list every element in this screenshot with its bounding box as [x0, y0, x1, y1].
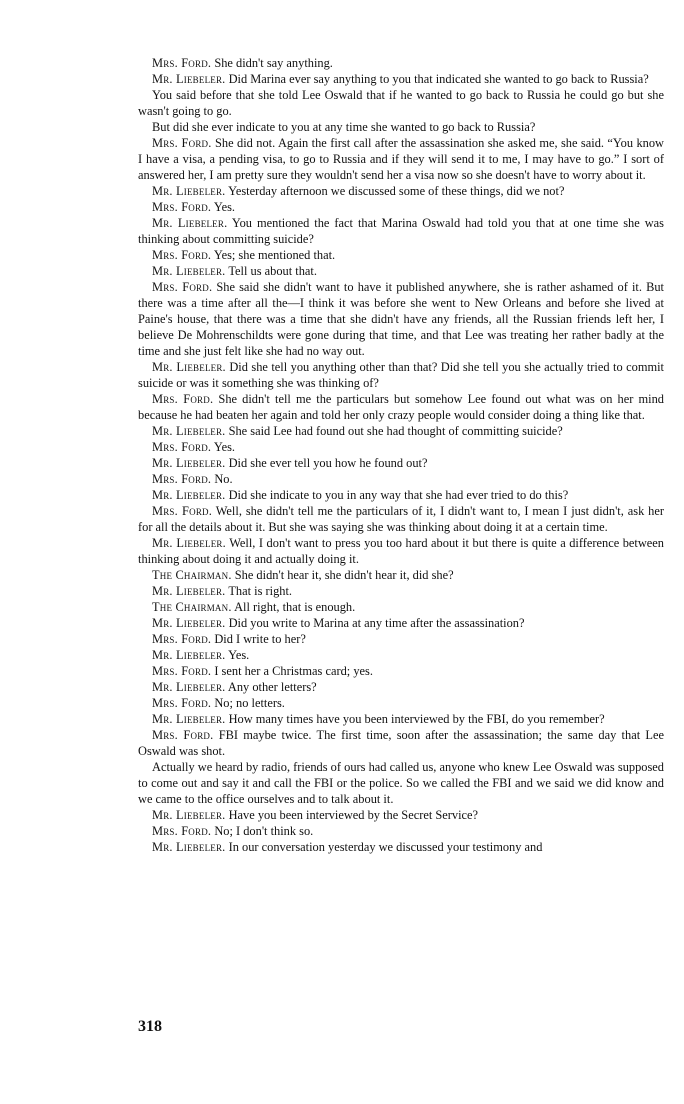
transcript-paragraph [138, 119, 664, 135]
transcript-paragraph [138, 487, 664, 503]
speaker-name: The Chairman. [152, 600, 232, 614]
transcript-paragraph [138, 695, 664, 711]
paragraph-text: Well, I don't want to press you too hard about it but there is quite a difference between thinking about doing it and actually doing it. [138, 536, 665, 566]
transcript-paragraph [138, 567, 664, 583]
speaker-name: Mrs. Ford. [152, 280, 213, 294]
paragraph-text: Have you been interviewed by the Secret Service? [228, 808, 479, 822]
speaker-name: Mr. Liebeler. [152, 712, 226, 726]
speaker-name: Mr. Liebeler. [152, 616, 226, 630]
speaker-name: Mr. Liebeler. [152, 840, 226, 854]
transcript-paragraph [138, 535, 664, 567]
paragraph-text: But did she ever indicate to you at any time she wanted to go back to Russia? [152, 120, 536, 134]
transcript-paragraph [138, 55, 664, 71]
speaker-name: Mr. Liebeler. [152, 424, 226, 438]
transcript-paragraph [138, 599, 664, 615]
transcript-paragraph [138, 71, 664, 87]
speaker-name: Mrs. Ford. [152, 472, 212, 486]
transcript-paragraph [138, 647, 664, 663]
speaker-name: Mrs. Ford. [152, 504, 213, 518]
paragraph-text: Well, she didn't tell me the particulars of it, I didn't want to, I mean I just didn't, ask her for all the details about it. But she was saying she was thinking about doing it at a certain time. [138, 504, 665, 534]
speaker-name: Mrs. Ford. [152, 440, 212, 454]
transcript-paragraph [138, 135, 664, 183]
speaker-name: Mr. Liebeler. [152, 536, 226, 550]
transcript-page [138, 55, 664, 855]
transcript-paragraph [138, 583, 664, 599]
paragraph-text: How many times have you been interviewed by the FBI, do you remember? [228, 712, 605, 726]
paragraph-text: You mentioned the fact that Marina Oswald had told you that at one time she was thinking about committing suicide? [138, 216, 664, 246]
transcript-paragraph [138, 759, 664, 807]
paragraph-text: No. [214, 472, 233, 486]
transcript-paragraph [138, 727, 664, 759]
paragraph-text: She didn't say anything. [214, 56, 333, 70]
speaker-name: Mr. Liebeler. [152, 584, 226, 598]
transcript-paragraph [138, 615, 664, 631]
speaker-name: Mrs. Ford. [152, 248, 212, 262]
transcript-paragraph [138, 263, 664, 279]
transcript-paragraph [138, 215, 664, 247]
paragraph-text: All right, that is enough. [234, 600, 356, 614]
transcript-paragraph [138, 87, 664, 119]
speaker-name: Mr. Liebeler. [152, 648, 226, 662]
paragraph-text: In our conversation yesterday we discussed your testimony and [228, 840, 543, 854]
paragraph-text: Yes. [213, 440, 235, 454]
paragraph-text: Tell us about that. [228, 264, 317, 278]
speaker-name: Mr. Liebeler. [152, 72, 226, 86]
transcript-paragraph [138, 663, 664, 679]
speaker-name: Mrs. Ford. [152, 392, 214, 406]
paragraph-text: Did I write to her? [214, 632, 306, 646]
transcript-paragraph [138, 439, 664, 455]
paragraph-text: Yes. [213, 200, 235, 214]
speaker-name: Mr. Liebeler. [152, 264, 226, 278]
transcript-paragraph [138, 391, 664, 423]
transcript-paragraph [138, 183, 664, 199]
transcript-paragraph [138, 359, 664, 391]
paragraph-text: Did she indicate to you in any way that she had ever tried to do this? [228, 488, 569, 502]
paragraph-text: No; I don't think so. [214, 824, 314, 838]
speaker-name: Mrs. Ford. [152, 728, 214, 742]
transcript-paragraph [138, 679, 664, 695]
transcript-paragraph [138, 279, 664, 359]
transcript-paragraph [138, 503, 664, 535]
paragraph-text: Did Marina ever say anything to you that indicated she wanted to go back to Russia? [228, 72, 649, 86]
paragraph-text: She said she didn't want to have it published anywhere, she is rather ashamed of it. But there was a time after all the—I think it was before she went to New Orleans and before she lived at Paine's house, that there was a time that she didn't have any friends, all the Russian friends left her, I believe De Mohrenschildts were gone during that time, and that Lee was treating her rather badly at the time and she just felt like she had no way out. [138, 280, 664, 358]
paragraph-text: Actually we heard by radio, friends of ours had called us, anyone who knew Lee Oswald was supposed to come out and say it and call the FBI or the police. So we called the FBI and we said we did know and we came to the office ourselves and to talk about it. [138, 760, 664, 806]
paragraph-text: You said before that she told Lee Oswald that if he wanted to go back to Russia he could go but she wasn't going to go. [138, 88, 664, 118]
paragraph-text: That is right. [228, 584, 293, 598]
speaker-name: Mr. Liebeler. [152, 488, 226, 502]
paragraph-text: FBI maybe twice. The first time, soon after the assassination; the same day that Lee Oswald was shot. [138, 728, 664, 758]
paragraph-text: She said Lee had found out she had thought of committing suicide? [228, 424, 563, 438]
paragraph-text: Did you write to Marina at any time after the assassination? [228, 616, 525, 630]
paragraph-text: No; no letters. [214, 696, 285, 710]
transcript-paragraph [138, 247, 664, 263]
paragraph-text: She didn't hear it, she didn't hear it, did she? [234, 568, 454, 582]
speaker-name: Mrs. Ford. [152, 200, 212, 214]
speaker-name: Mrs. Ford. [152, 632, 212, 646]
speaker-name: Mrs. Ford. [152, 696, 212, 710]
speaker-name: Mrs. Ford. [152, 136, 212, 150]
paragraph-text: She did not. Again the first call after the assassination she asked me, she said. “You know I have a visa, a pending visa, to go to Russia and if they will send it to me, I may have to go.” I sort of answered her, I am pretty sure they wouldn't send her a visa now so she doesn't have to worry about it. [138, 136, 664, 182]
transcript-paragraph [138, 807, 664, 823]
speaker-name: Mr. Liebeler. [152, 360, 226, 374]
transcript-paragraph [138, 711, 664, 727]
transcript-paragraph [138, 423, 664, 439]
paragraph-text: Yesterday afternoon we discussed some of these things, did we not? [228, 184, 565, 198]
paragraph-text: She didn't tell me the particulars but somehow Lee found out what was on her mind because he had beaten her again and told her only crazy people would consider doing a thing like that. [138, 392, 664, 422]
transcript-paragraph [138, 823, 664, 839]
speaker-name: Mr. Liebeler. [152, 184, 226, 198]
paragraph-text: Did she tell you anything other than that? Did she tell you she actually tried to commit suicide or was it something she was thinking of? [138, 360, 664, 390]
speaker-name: Mr. Liebeler. [152, 456, 226, 470]
transcript-paragraph [138, 455, 664, 471]
speaker-name: The Chairman. [152, 568, 232, 582]
transcript-paragraph [138, 471, 664, 487]
speaker-name: Mr. Liebeler. [152, 680, 226, 694]
paragraph-text: I sent her a Christmas card; yes. [214, 664, 373, 678]
paragraph-text: Did she ever tell you how he found out? [228, 456, 428, 470]
speaker-name: Mrs. Ford. [152, 56, 212, 70]
paragraph-text: Yes; she mentioned that. [213, 248, 336, 262]
page-number: 318 [138, 1018, 162, 1035]
speaker-name: Mrs. Ford. [152, 664, 212, 678]
speaker-name: Mr. Liebeler. [152, 216, 228, 230]
transcript-paragraph [138, 839, 664, 855]
speaker-name: Mrs. Ford. [152, 824, 212, 838]
paragraph-text: Yes. [228, 648, 250, 662]
transcript-paragraph [138, 199, 664, 215]
paragraph-text: Any other letters? [227, 680, 317, 694]
transcript-paragraph [138, 631, 664, 647]
speaker-name: Mr. Liebeler. [152, 808, 226, 822]
